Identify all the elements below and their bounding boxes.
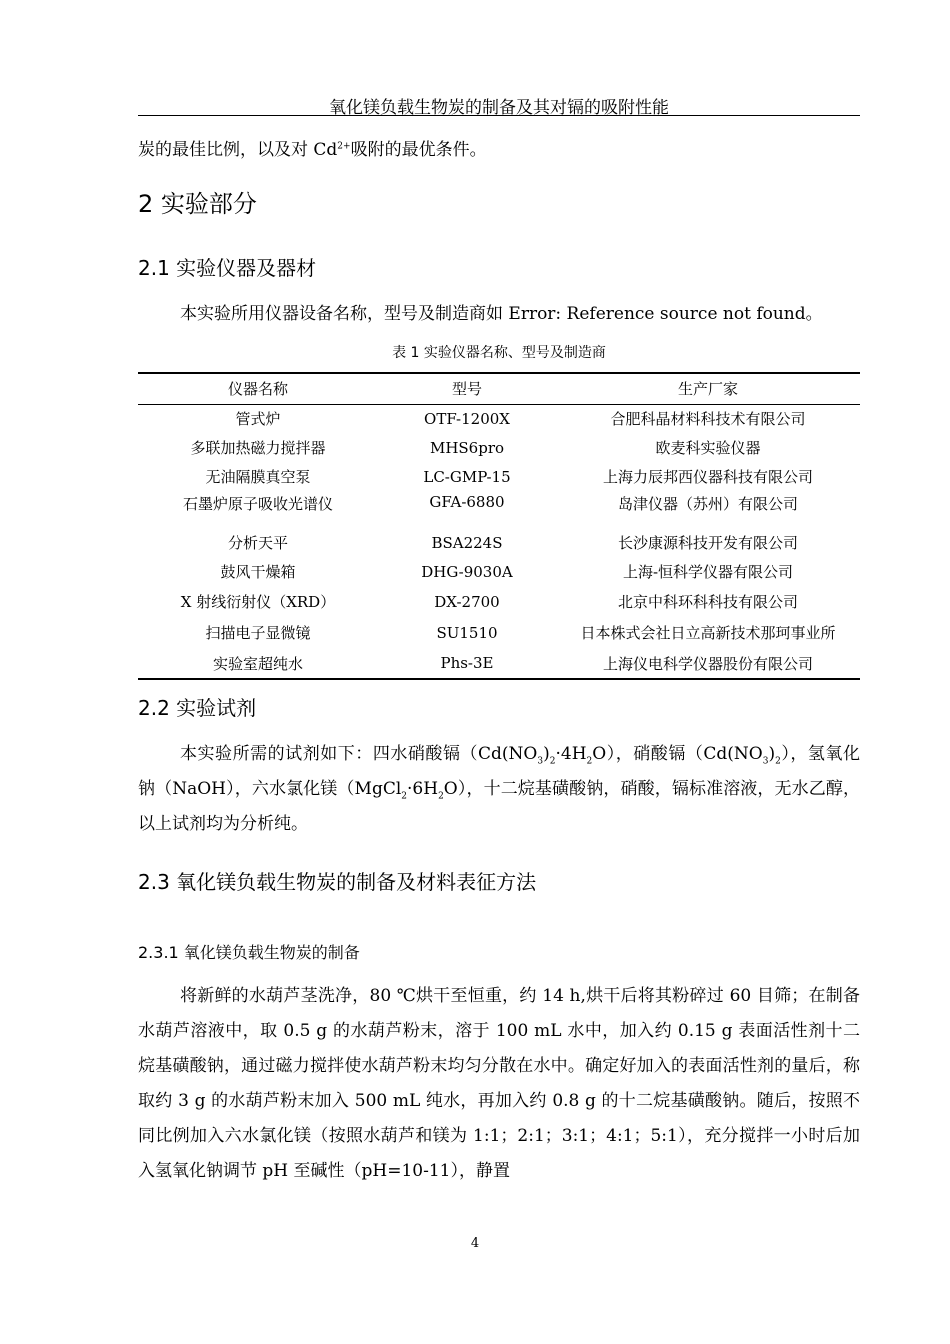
- table-cell: 合肥科晶材料科技术有限公司: [610, 410, 806, 429]
- running-header: 氧化镁负载生物炭的制备及其对镉的吸附性能: [329, 98, 669, 118]
- intro-paragraph: 炭的最佳比例，以及对 $Cd^{2+}$吸附的最优条件。: [138, 140, 487, 160]
- table-cell: Phs-3E: [440, 654, 494, 672]
- column-header: 仪器名称: [227, 380, 288, 399]
- table-cell: SU1510: [436, 623, 498, 642]
- table-row: [138, 462, 860, 491]
- section-2-3-1-paragraph: 将新鲜的水葫芦茎洗净，80 ℃烘干至恒重，约 14 h,烘干后将其粉碎过 60 目筛；在制备水葫芦溶液中，取 0.5 g 的水葫芦粉末，溶于 100 mL 水中，加入约 0.15 g 表面活性剂十二烷基磺酸钠，通过磁力搅拌使水葫芦粉末均匀分散在水中。确定好加入的表面活性剂的量后，称取约 3 g 的水葫芦粉末加入 500 mL 纯水，再加入约 0.8 g 的十二烷基磺酸钠。随后，按照不同比例加入六水氯化镁（按照水葫芦和镁为 1:1；2:1；3:1；4:1；5:1），充分搅拌一小时后加入氢氧化钠调节 pH 至碱性（pH=10-11），静置: [138, 986, 860, 1181]
- table-header-row: [138, 373, 860, 404]
- table-caption: 表 1 实验仪器名称、型号及制造商: [392, 345, 606, 361]
- table-row: [138, 404, 860, 433]
- table-cell: 北京中科环科科技有限公司: [617, 593, 798, 611]
- table-row: [138, 617, 860, 648]
- table-cell: 欧麦科实验仪器: [655, 439, 761, 457]
- table-row: [138, 528, 860, 557]
- table-row: [138, 433, 860, 462]
- table-cell: 长沙康源科技开发有限公司: [617, 534, 798, 552]
- table-cell: MHS6pro: [429, 438, 505, 457]
- section-2-3-1-heading: 2.3.1 氧化镁负载生物炭的制备: [138, 943, 360, 962]
- table-row: [138, 557, 860, 586]
- table-cell: OTF-1200X: [424, 409, 510, 428]
- table-row: [138, 648, 860, 679]
- page-number: 4: [470, 1236, 480, 1251]
- table-cell: 分析天平: [227, 534, 288, 552]
- table-cell: 上海仪电科学仪器股份有限公司: [602, 654, 813, 673]
- section-2-2-heading: 2.2 实验试剂: [138, 696, 257, 720]
- header-rule: [138, 115, 860, 116]
- table-cell: 鼓风干燥箱: [220, 563, 296, 581]
- table-cell: GFA-6880: [429, 493, 505, 511]
- table-cell: 多联加热磁力搅拌器: [190, 439, 326, 457]
- table-cell: 岛津仪器（苏州）有限公司: [617, 495, 798, 513]
- column-header: 生产厂家: [677, 380, 738, 399]
- section-2-1-paragraph: 本实验所用仪器设备名称，型号及制造商如 Error: Reference source not found。: [180, 304, 823, 324]
- table-cell: 管式炉: [235, 410, 281, 429]
- table-cell: DX-2700: [434, 592, 500, 611]
- section-2-3-heading: 2.3 氧化镁负载生物炭的制备及材料表征方法: [138, 870, 537, 894]
- column-header: 型号: [451, 380, 482, 399]
- instrument-table: [138, 372, 860, 680]
- table-cell: 石墨炉原子吸收光谱仪: [182, 495, 333, 513]
- table-cell: 无油隔膜真空泵: [205, 468, 311, 486]
- table-cell: BSA224S: [431, 533, 503, 552]
- table-cell: 实验室超纯水: [212, 654, 303, 673]
- table-cell: 上海力辰邦西仪器科技有限公司: [602, 468, 813, 486]
- table-row: [138, 491, 860, 528]
- section-2-1-heading: 2.1 实验仪器及器材: [138, 256, 317, 280]
- section-2-2-paragraph: 本实验所需的试剂如下：四水硝酸镉$(Cd(NO_3)_2\cdot 4H_2O)$，硝酸镉$(Cd(NO_3)_2)$，氢氧化钠（NaOH），六水氯化镁$(MgCl_2\cdot 6H_2O)$，十二烷基磺酸钠，硝酸，镉标准溶液，无水乙醇，以上试剂均为分析纯。: [138, 744, 860, 834]
- table-row: [138, 586, 860, 617]
- table-cell: X 射线衍射仪（XRD）: [180, 593, 336, 611]
- table-cell: 上海-恒科学仪器有限公司: [622, 563, 794, 581]
- table-cell: DHG-9030A: [421, 562, 513, 581]
- section-2-heading: 2 实验部分: [138, 190, 257, 218]
- table-cell: 扫描电子显微镜: [205, 624, 311, 642]
- table-cell: 日本株式会社日立高新技术那珂事业所: [580, 624, 836, 642]
- table-cell: LC-GMP-15: [423, 467, 511, 486]
